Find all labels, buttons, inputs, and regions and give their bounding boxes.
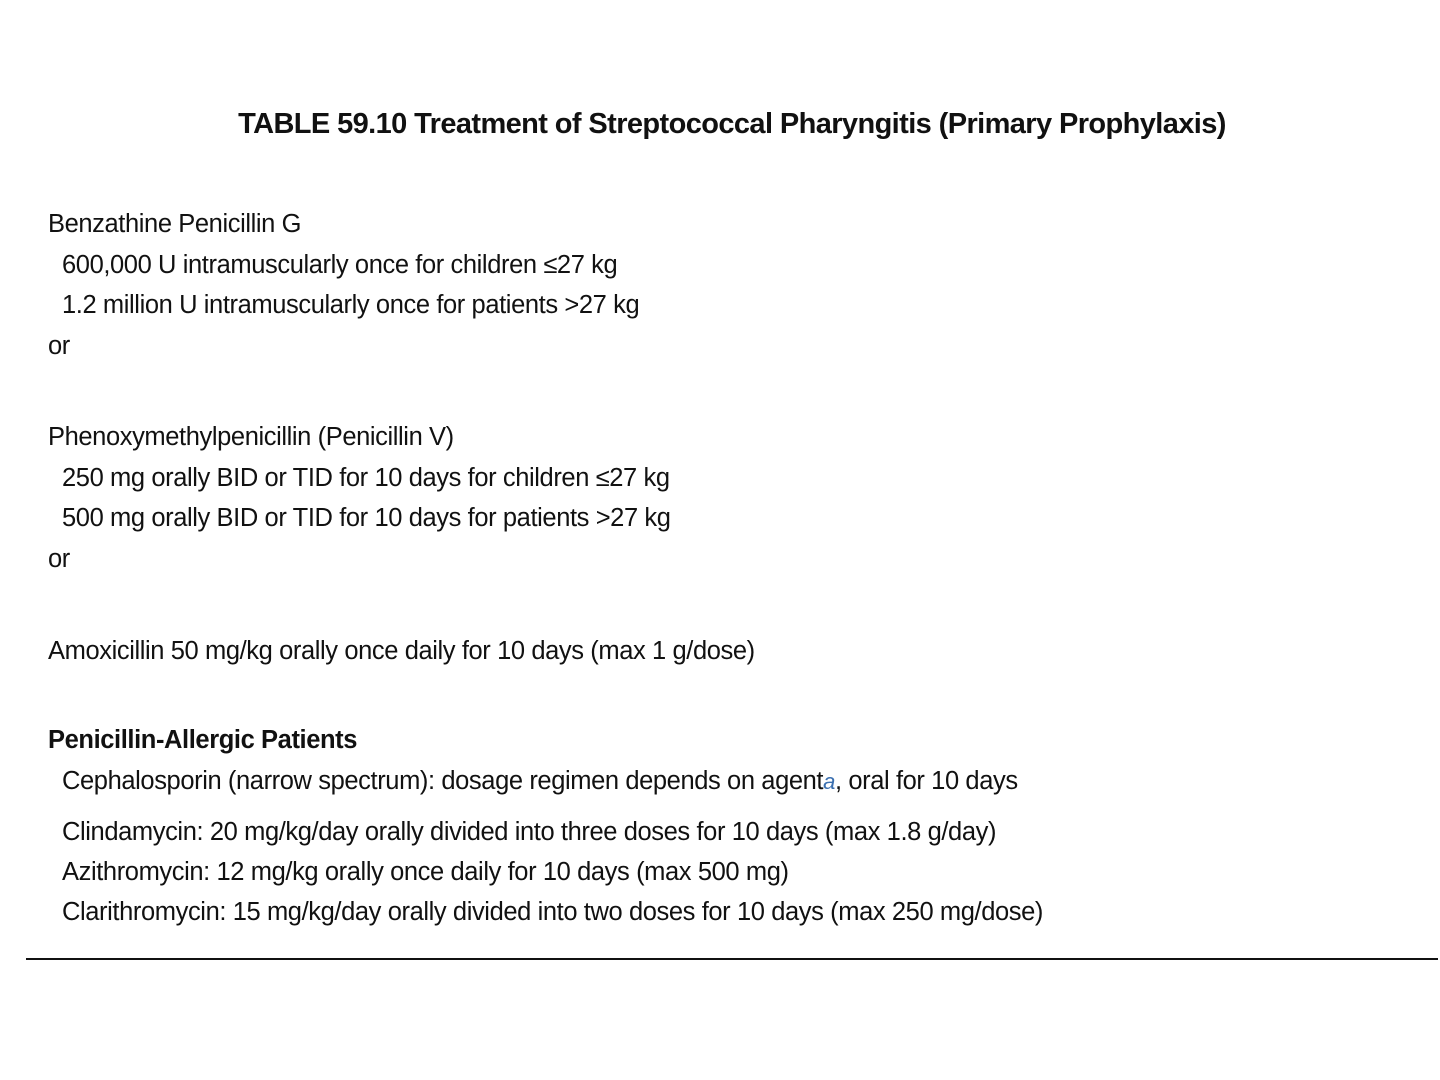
amoxicillin-line: Amoxicillin 50 mg/kg orally once daily for 10 days (max 1 g/dose) xyxy=(48,637,755,665)
benzathine-dose-patients: 1.2 million U intramuscularly once for patients >27 kg xyxy=(62,291,640,319)
table-title: TABLE 59.10 Treatment of Streptococcal Pharyngitis (Primary Prophylaxis) xyxy=(238,108,1226,140)
benzathine-dose-children: 600,000 U intramuscularly once for children ≤27 kg xyxy=(62,251,618,279)
or-separator: or xyxy=(48,332,70,360)
benzathine-heading: Benzathine Penicillin G xyxy=(48,210,302,238)
cephalosporin-line xyxy=(62,765,1018,798)
penicillin-v-dose-children: 250 mg orally BID or TID for 10 days for children ≤27 kg xyxy=(62,464,670,492)
or-separator: or xyxy=(48,545,70,573)
clindamycin-line: Clindamycin: 20 mg/kg/day orally divided into three doses for 10 days (max 1.8 g/day) xyxy=(62,818,997,846)
allergic-heading: Penicillin-Allergic Patients xyxy=(48,726,358,754)
penicillin-v-dose-patients: 500 mg orally BID or TID for 10 days for patients >27 kg xyxy=(62,504,671,532)
cephalosporin-text-end: , oral for 10 days xyxy=(834,767,1018,795)
cephalosporin-text: Cephalosporin (narrow spectrum): dosage regimen depends on agent xyxy=(62,767,824,795)
table-bottom-rule xyxy=(26,958,1438,960)
footnote-link[interactable]: a xyxy=(823,769,835,794)
azithromycin-line: Azithromycin: 12 mg/kg orally once daily for 10 days (max 500 mg) xyxy=(62,858,789,886)
clarithromycin-line: Clarithromycin: 15 mg/kg/day orally divided into two doses for 10 days (max 250 mg/dose) xyxy=(62,898,1044,926)
penicillin-v-heading: Phenoxymethylpenicillin (Penicillin V) xyxy=(48,423,454,451)
